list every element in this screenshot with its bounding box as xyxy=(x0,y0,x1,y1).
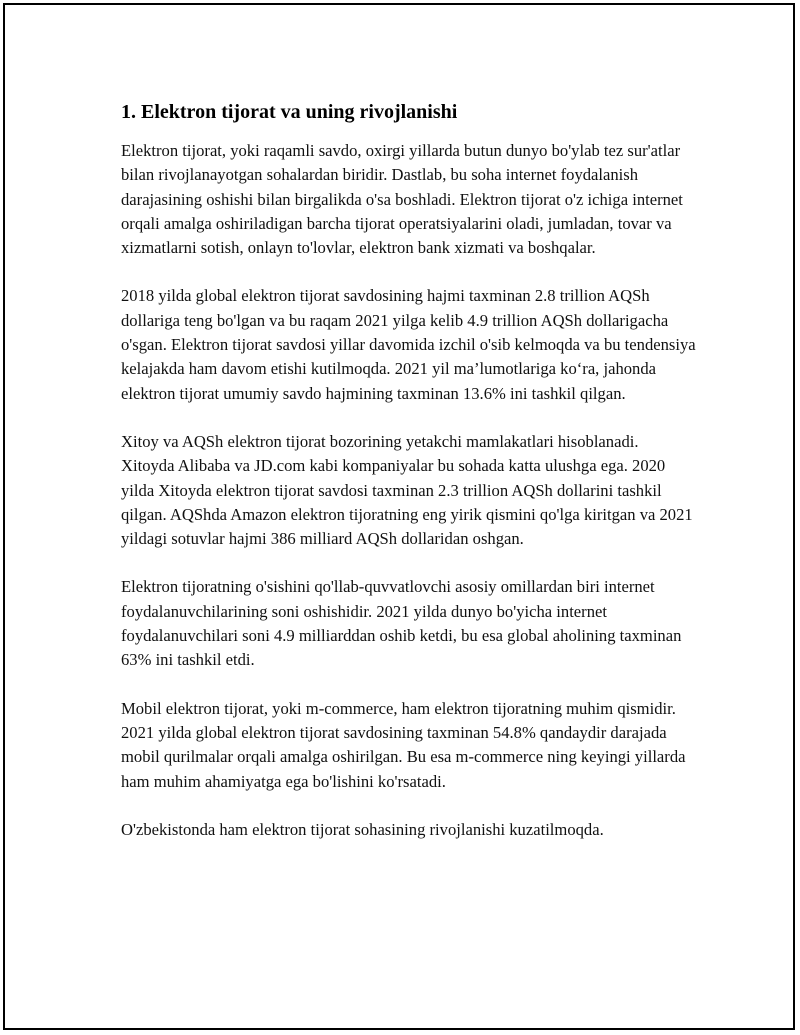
paragraph-intro: Elektron tijorat, yoki raqamli savdo, oxirgi yillarda butun dunyo bo'ylab tez sur'atlar bilan rivojlanayotgan sohalardan biridir. Dastlab, bu soha internet foydalanish darajasining oshishi bilan birgalikda o'sa boshladi. Elektron tijorat o'z ichiga internet orqali amalga oshiriladigan barcha tijorat operatsiyalarini oladi, jumladan, tovar va xizmatlarni sotish, onlayn to'lovlar, elektron bank xizmati va boshqalar. xyxy=(121,141,683,258)
paragraph-uzbekistan: O'zbekistonda ham elektron tijorat sohasining rivojlanishi kuzatilmoqda. xyxy=(121,819,604,839)
page-frame xyxy=(3,3,795,1030)
paragraph-mobile-commerce: Mobil elektron tijorat, yoki m-commerce, ham elektron tijoratning muhim qismidir. 2021 yilda global elektron tijorat savdosining taxminan 54.8% qandaydir darajada mobil qurilmalar orqali amalga oshirilgan. Bu esa m-commerce ning keyingi yillarda ham muhim ahamiyatga ega bo'lishini ko'rsatadi. xyxy=(121,698,686,791)
document-body xyxy=(121,99,696,866)
paragraph-internet-users: Elektron tijoratning o'sishini qo'llab-quvvatlovchi asosiy omillardan biri internet foydalanuvchilarining soni oshishidir. 2021 yilda dunyo bo'yicha internet foydalanuvchilari soni 4.9 milliarddan oshib ketdi, bu esa global aholining taxminan 63% ini tashkil etdi. xyxy=(121,577,682,670)
paragraph-china-usa: Xitoy va AQSh elektron tijorat bozorining yetakchi mamlakatlari hisoblanadi. Xitoyda Alibaba va JD.com kabi kompaniyalar bu sohada katta ulushga ega. 2020 yilda Xitoyda elektron tijorat savdosi taxminan 2.3 trillion AQSh dollarini tashkil qilgan. AQShda Amazon elektron tijoratning eng yirik qismini qo'lga kiritgan va 2021 yildagi sotuvlar hajmi 386 milliard AQSh dollaridan oshgan. xyxy=(121,431,693,549)
paragraph-global-sales: 2018 yilda global elektron tijorat savdosining hajmi taxminan 2.8 trillion AQSh dollariga teng bo'lgan va bu raqam 2021 yilga kelib 4.9 trillion AQSh dollarigacha o'sgan. Elektron tijorat savdosi yillar davomida izchil o'sib kelmoqda va bu tendensiya kelajakda ham davom etishi kutilmoqda. 2021 yil ma’lumotlariga ko‘ra, jahonda elektron tijorat umumiy savdo hajmining taxminan 13.6% ini tashkil qilgan. xyxy=(121,286,696,403)
section-heading: 1. Elektron tijorat va uning rivojlanishi xyxy=(121,101,458,123)
